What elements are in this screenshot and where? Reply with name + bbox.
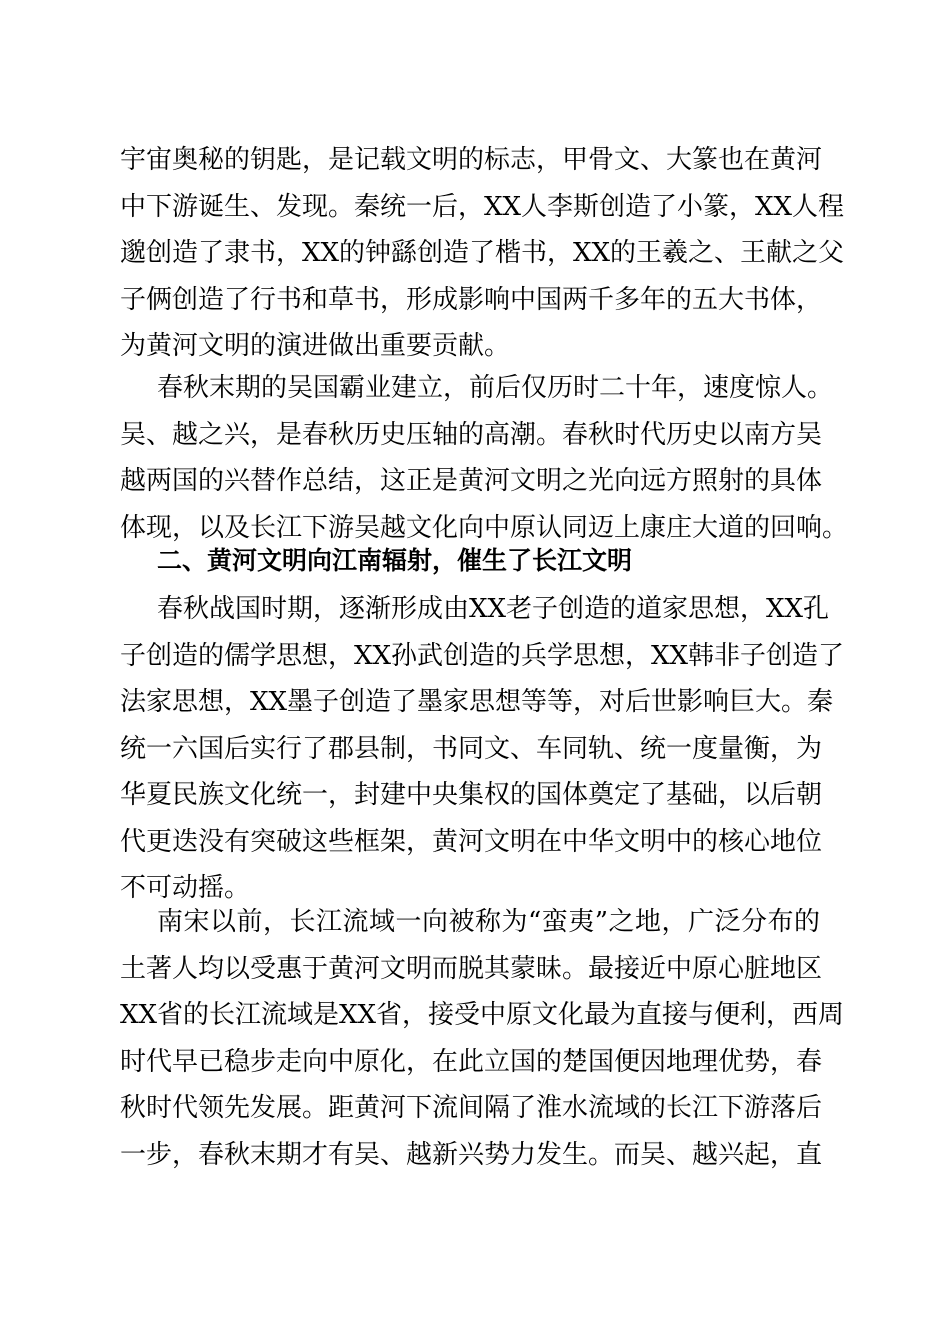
text-line: 华夏民族文化统一，封建中央集权的国体奠定了基础，以后朝 — [120, 780, 823, 810]
text-line: 邈创造了隶书，XX的钟繇创造了楷书，XX的王羲之、王献之父 — [120, 238, 845, 268]
paragraph-warring-states-thought — [120, 586, 845, 912]
text-line: 体现，以及长江下游吴越文化向中原认同迈上康庄大道的回响。 — [120, 512, 849, 543]
text-line: 法家思想，XX墨子创造了墨家思想等等，对后世影响巨大。秦 — [120, 687, 834, 717]
text-line: 为黄河文明的演进做出重要贡献。 — [120, 331, 511, 361]
text-line: 一步，春秋末期才有吴、越新兴势力发生。而吴、越兴起，直 — [120, 1139, 823, 1170]
text-line: 秋时代领先发展。距黄河下流间隔了淮水流域的长江下游落后 — [120, 1093, 823, 1123]
paragraph-yangtze-basin — [120, 899, 845, 1178]
text-line: 春秋战国时期，逐渐形成由XX老子创造的道家思想，XX孔 — [157, 594, 830, 624]
text-line: 宇宙奥秘的钥匙，是记载文明的标志，甲骨文、大篆也在黄河 — [120, 145, 823, 175]
paragraph-wu-yue — [120, 365, 849, 551]
text-line: 春秋末期的吴国霸业建立，前后仅历时二十年，速度惊人。 — [157, 373, 834, 403]
text-line: XX省的长江流域是XX省，接受中原文化最为直接与便利，西周 — [120, 1000, 845, 1030]
text-line: 南宋以前，长江流域一向被称为“蛮夷”之地，广泛分布的 — [157, 907, 820, 937]
text-line: 子创造的儒学思想，XX孙武创造的兵学思想，XX韩非子创造了 — [120, 640, 845, 671]
paragraph-writing-history — [120, 137, 845, 370]
text-line: 越两国的兴替作总结，这正是黄河文明之光向远方照射的具体 — [120, 466, 823, 496]
section-heading: 二、黄河文明向江南辐射，催生了长江文明 — [157, 546, 633, 575]
text-line: 不可动摇。 — [120, 873, 251, 903]
text-line: 子俩创造了行书和草书，形成影响中国两千多年的五大书体， — [120, 284, 823, 315]
text-line: 时代早已稳步走向中原化，在此立国的楚国便因地理优势，春 — [120, 1046, 823, 1077]
text-line: 土著人均以受惠于黄河文明而脱其蒙昧。最接近中原心脏地区 — [120, 953, 823, 984]
text-line: 代更迭没有突破这些框架，黄河文明在中华文明中的核心地位 — [120, 826, 823, 857]
text-line: 统一六国后实行了郡县制，书同文、车同轨、统一度量衡，为 — [120, 733, 823, 764]
text-line: 中下游诞生、发现。秦统一后，XX人李斯创造了小篆，XX人程 — [120, 191, 845, 222]
text-line: 吴、越之兴，是春秋历史压轴的高潮。春秋时代历史以南方吴 — [120, 419, 823, 450]
